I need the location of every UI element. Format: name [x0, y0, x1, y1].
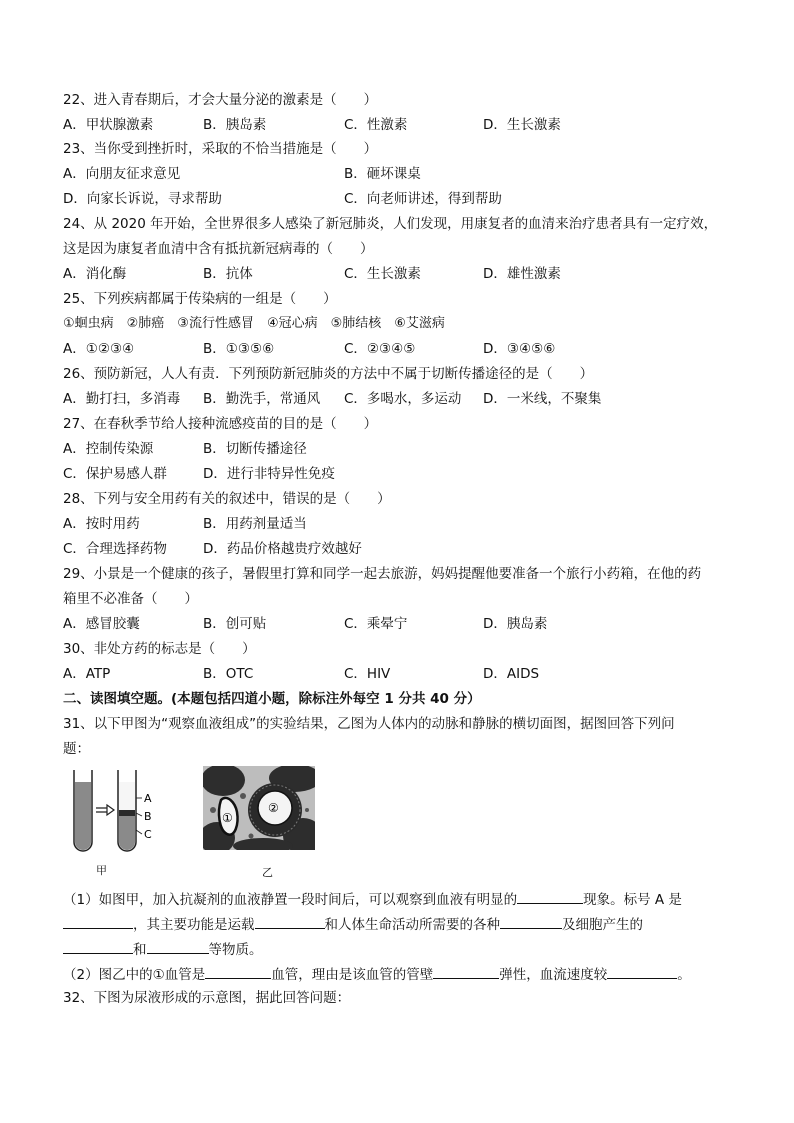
question-24-options	[63, 266, 743, 282]
option-a: A．按时用药	[63, 516, 140, 532]
question-29-stem-line2: 箱里不必准备（ ）	[63, 591, 198, 607]
option-d: D．一米线，不聚集	[483, 391, 602, 407]
figure-yi-label: 乙	[262, 866, 273, 879]
label-c: C	[144, 828, 152, 841]
question-24-stem-line2: 这是因为康复者血清中含有抵抗新冠病毒的（ ）	[63, 241, 374, 257]
option-d: D．③④⑤⑥	[483, 341, 556, 357]
option-d: D．进行非特异性免疫	[203, 466, 335, 482]
option-c: C．多喝水，多运动	[344, 391, 462, 407]
question-25-options	[63, 341, 743, 357]
question-23-stem: 23、当你受到挫折时，采取的不恰当措施是（ ）	[63, 141, 378, 157]
question-31-part1-line1: （1）如图甲，加入抗凝剂的血液静置一段时间后，可以观察到血液有明显的 现象。标号 A 是	[63, 892, 682, 908]
option-b: B．切断传播途径	[203, 441, 307, 457]
option-b: B．砸坏课桌	[344, 166, 421, 182]
question-30-stem: 30、非处方药的标志是（ ）	[63, 641, 256, 657]
question-24-stem-line1: 24、从 2020 年开始，全世界很多人感染了新冠肺炎，人们发现，用康复者的血清来治疗患者具有一定疗效，	[63, 216, 718, 232]
option-c: C．乘晕宁	[344, 616, 408, 632]
right-test-tube	[118, 770, 136, 851]
question-28-options-row2	[63, 541, 743, 557]
answer-blank[interactable]	[607, 965, 677, 979]
option-a: A．感冒胶囊	[63, 616, 140, 632]
option-a: A．向朋友征求意见	[63, 166, 181, 182]
question-31-stem-line2: 题：	[63, 741, 90, 757]
question-25-stem: 25、下列疾病都属于传染病的一组是（ ）	[63, 291, 337, 307]
vessel-1-label: ①	[222, 811, 233, 825]
option-c: C．保护易感人群	[63, 466, 167, 482]
option-d: D．药品价格越贵疗效越好	[203, 541, 362, 557]
test-tube-figure	[66, 768, 166, 854]
answer-blank[interactable]	[255, 915, 325, 929]
question-22-stem: 22、进入青春期后，才会大量分泌的激素是（ ）	[63, 92, 378, 108]
option-a: A．消化酶	[63, 266, 127, 282]
blood-vessel-figure	[203, 766, 315, 850]
question-29-stem-line1: 29、小景是一个健康的孩子，暑假里打算和同学一起去旅游，妈妈提醒他要准备一个旅行小药箱，在他的药	[63, 566, 702, 582]
figure-jia-label: 甲	[96, 864, 107, 877]
option-b: B．勤洗手，常通风	[203, 391, 321, 407]
option-c: C．性激素	[344, 117, 408, 133]
question-25-items: ①蛔虫病 ②肺癌 ③流行性感冒 ④冠心病 ⑤肺结核 ⑥艾滋病	[63, 316, 445, 331]
answer-blank[interactable]	[500, 915, 562, 929]
option-c: C．HIV	[344, 666, 391, 682]
question-31-part1-line2: ，其主要功能是运载 和人体生命活动所需要的各种 及细胞产生的	[63, 915, 643, 933]
answer-blank[interactable]	[63, 940, 133, 954]
answer-blank[interactable]	[433, 965, 499, 979]
question-27-options-row2	[63, 466, 743, 482]
question-26-options	[63, 391, 743, 407]
option-a: A．甲状腺激素	[63, 117, 154, 133]
label-a: A	[144, 792, 152, 805]
option-b: B．①③⑤⑥	[203, 341, 275, 357]
option-c: C．②③④⑤	[344, 341, 416, 357]
question-30-options	[63, 666, 743, 682]
option-b: B．抗体	[203, 266, 253, 282]
question-29-options	[63, 616, 743, 632]
option-b: B．用药剂量适当	[203, 516, 307, 532]
question-23-options-row1	[63, 166, 743, 182]
option-d: D．AIDS	[483, 666, 540, 682]
question-23-options-row2	[63, 191, 743, 207]
left-test-tube	[74, 770, 92, 851]
arrow-icon	[96, 805, 114, 815]
option-a: A．控制传染源	[63, 441, 154, 457]
option-d: D．雄性激素	[483, 266, 561, 282]
label-b: B	[144, 810, 152, 823]
answer-blank[interactable]	[517, 890, 583, 904]
question-32-stem: 32、下图为尿液形成的示意图，据此回答问题：	[63, 990, 351, 1006]
option-a: A．①②③④	[63, 341, 135, 357]
question-26-stem: 26、预防新冠，人人有责．下列预防新冠肺炎的方法中不属于切断传播途径的是（ ）	[63, 366, 594, 382]
option-a: A．勤打扫，多消毒	[63, 391, 181, 407]
option-b: B．OTC	[203, 666, 254, 682]
answer-blank[interactable]	[147, 940, 209, 954]
option-b: B．胰岛素	[203, 117, 267, 133]
option-c: C．合理选择药物	[63, 541, 167, 557]
option-a: A．ATP	[63, 666, 111, 682]
question-27-options-row1	[63, 441, 743, 457]
question-28-options-row1	[63, 516, 743, 532]
option-c: C．向老师讲述，得到帮助	[344, 191, 502, 207]
answer-blank[interactable]	[205, 965, 271, 979]
option-d: D．胰岛素	[483, 616, 548, 632]
option-d: D．向家长诉说，寻求帮助	[63, 191, 222, 207]
question-28-stem: 28、下列与安全用药有关的叙述中，错误的是（ ）	[63, 491, 391, 507]
question-22-options	[63, 117, 743, 133]
question-31-part2: （2）图乙中的①血管是 血管，理由是该血管的管壁 弹性，血流速度较 。	[63, 967, 691, 983]
question-27-stem: 27、在春秋季节给人接种流感疫苗的目的是（ ）	[63, 416, 378, 432]
option-b: B．创可贴	[203, 616, 267, 632]
option-c: C．生长激素	[344, 266, 421, 282]
option-d: D．生长激素	[483, 117, 561, 133]
answer-blank[interactable]	[63, 915, 133, 929]
question-31-part1-line3: 和 等物质。	[63, 940, 263, 958]
section-2-title: 二、读图填空题。(本题包括四道小题，除标注外每空 1 分共 40 分）	[63, 691, 481, 707]
question-31-stem-line1: 31、以下甲图为“观察血液组成”的实验结果，乙图为人体内的动脉和静脉的横切面图，据图回答下列问	[63, 716, 675, 732]
vessel-2-label: ②	[268, 801, 279, 815]
